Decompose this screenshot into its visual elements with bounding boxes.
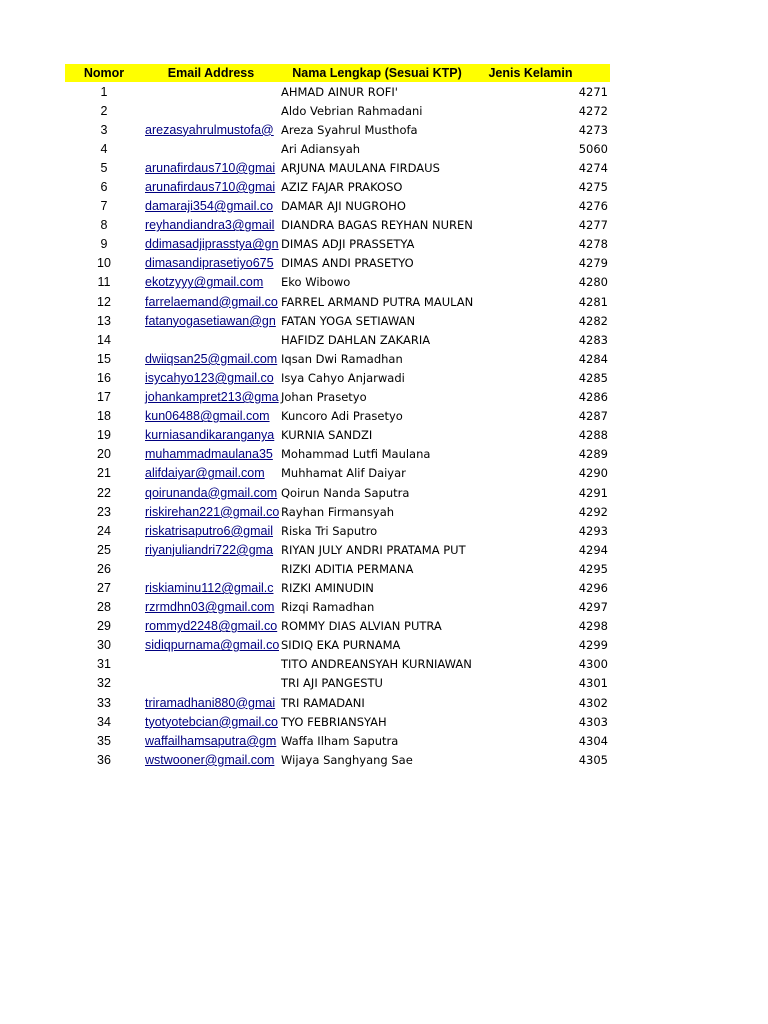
- table-row: [65, 330, 610, 349]
- cell-email-link[interactable]: dwiiqsan25@gmail.com: [145, 351, 278, 366]
- cell-jenis-kelamin: 4305: [578, 752, 608, 767]
- cell-email-link[interactable]: riskiaminu112@gmail.c: [145, 580, 274, 595]
- cell-jenis-kelamin: 4291: [578, 485, 608, 500]
- table-row: [65, 445, 610, 464]
- cell-nama-lengkap: Waffa Ilham Saputra: [281, 733, 399, 748]
- cell-nomor: 17: [97, 390, 111, 405]
- cell-jenis-kelamin: 4285: [578, 370, 608, 385]
- table-row: [65, 197, 610, 216]
- cell-nama-lengkap: Eko Wibowo: [281, 275, 351, 290]
- cell-jenis-kelamin: 4279: [578, 256, 608, 271]
- cell-email-link[interactable]: rzrmdhn03@gmail.com: [145, 600, 275, 615]
- table-row: [65, 559, 610, 578]
- cell-nama-lengkap: Iqsan Dwi Ramadhan: [281, 351, 403, 366]
- cell-jenis-kelamin: 4295: [578, 561, 608, 576]
- cell-nomor: 20: [97, 447, 111, 462]
- cell-jenis-kelamin: 4301: [578, 676, 608, 691]
- cell-nomor: 35: [97, 733, 111, 748]
- table-row: [65, 254, 610, 273]
- cell-nama-lengkap: AHMAD AINUR ROFI': [281, 84, 398, 99]
- cell-nama-lengkap: Areza Syahrul Musthofa: [281, 122, 418, 137]
- cell-email-link[interactable]: kun06488@gmail.com: [145, 409, 270, 424]
- cell-nomor: 9: [100, 237, 108, 252]
- cell-jenis-kelamin: 4292: [578, 504, 608, 519]
- cell-jenis-kelamin: 4284: [578, 351, 608, 366]
- cell-email-link[interactable]: riyanjuliandri722@gma: [145, 542, 274, 557]
- cell-nama-lengkap: Kuncoro Adi Prasetyo: [281, 409, 403, 424]
- table-row: [65, 636, 610, 655]
- cell-email-link[interactable]: damaraji354@gmail.co: [145, 199, 274, 214]
- table-row: [65, 388, 610, 407]
- cell-nomor: 26: [97, 561, 111, 576]
- cell-jenis-kelamin: 4278: [578, 237, 608, 252]
- cell-jenis-kelamin: 4302: [578, 695, 608, 710]
- cell-nomor: 5: [100, 160, 108, 175]
- cell-nomor: 30: [97, 638, 111, 653]
- cell-jenis-kelamin: 4275: [578, 180, 608, 195]
- cell-nomor: 10: [97, 256, 111, 271]
- cell-jenis-kelamin: 4300: [578, 657, 608, 672]
- table-row: [65, 483, 610, 502]
- cell-jenis-kelamin: 4273: [578, 122, 608, 137]
- cell-nama-lengkap: RIZKI ADITIA PERMANA: [281, 561, 414, 576]
- cell-nama-lengkap: DIANDRA BAGAS REYHAN NUREN: [281, 218, 473, 233]
- cell-nomor: 31: [97, 657, 111, 672]
- table-row: [65, 617, 610, 636]
- table-row: [65, 598, 610, 617]
- header-nama-lengkap: Nama Lengkap (Sesuai KTP): [292, 66, 462, 80]
- cell-email-link[interactable]: johankampret213@gma: [145, 390, 279, 405]
- cell-nomor: 13: [97, 313, 111, 328]
- cell-nama-lengkap: DIMAS ANDI PRASETYO: [281, 256, 414, 271]
- cell-nama-lengkap: Isya Cahyo Anjarwadi: [281, 370, 405, 385]
- table-body: [65, 82, 610, 769]
- cell-email-link[interactable]: alifdaiyar@gmail.com: [145, 466, 265, 481]
- header-jenis-kelamin: Jenis Kelamin: [488, 66, 573, 80]
- table-row: [65, 540, 610, 559]
- cell-email-link[interactable]: rommyd2248@gmail.co: [145, 619, 278, 634]
- cell-email-link[interactable]: farrelaemand@gmail.co: [145, 294, 278, 309]
- cell-nama-lengkap: TRI AJI PANGESTU: [281, 676, 383, 691]
- table-row: [65, 216, 610, 235]
- cell-jenis-kelamin: 5060: [578, 141, 608, 156]
- cell-email-link[interactable]: fatanyogasetiawan@gn: [145, 313, 276, 328]
- cell-nama-lengkap: Rayhan Firmansyah: [281, 504, 395, 519]
- cell-nomor: 7: [100, 199, 108, 214]
- cell-nama-lengkap: DAMAR AJI NUGROHO: [281, 199, 406, 214]
- cell-nama-lengkap: ARJUNA MAULANA FIRDAUS: [281, 160, 440, 175]
- cell-nomor: 21: [97, 466, 111, 481]
- cell-email-link[interactable]: kurniasandikaranganya: [145, 428, 275, 443]
- cell-nama-lengkap: FARREL ARMAND PUTRA MAULAN: [281, 294, 474, 309]
- cell-nama-lengkap: Aldo Vebrian Rahmadani: [281, 103, 423, 118]
- cell-jenis-kelamin: 4303: [578, 714, 608, 729]
- cell-nama-lengkap: AZIZ FAJAR PRAKOSO: [281, 180, 403, 195]
- cell-nomor: 25: [97, 542, 111, 557]
- cell-email-link[interactable]: arunafirdaus710@gmai: [145, 160, 276, 175]
- cell-nomor: 12: [97, 294, 111, 309]
- cell-nama-lengkap: Mohammad Lutfi Maulana: [281, 447, 431, 462]
- cell-email-link[interactable]: waffailhamsaputra@gm: [145, 733, 277, 748]
- table-row: [65, 674, 610, 693]
- cell-nomor: 29: [97, 619, 111, 634]
- table-row: [65, 407, 610, 426]
- cell-jenis-kelamin: 4274: [578, 160, 608, 175]
- table-row: [65, 235, 610, 254]
- table-row: [65, 655, 610, 674]
- cell-nomor: 23: [97, 504, 111, 519]
- cell-jenis-kelamin: 4290: [578, 466, 608, 481]
- header-nomor: Nomor: [83, 66, 125, 80]
- table-row: [65, 139, 610, 158]
- cell-email-link[interactable]: riskirehan221@gmail.co: [145, 504, 279, 519]
- table-row: [65, 521, 610, 540]
- cell-jenis-kelamin: 4304: [578, 733, 608, 748]
- cell-nama-lengkap: HAFIDZ DAHLAN ZAKARIA: [281, 332, 431, 347]
- cell-email-link[interactable]: tyotyotebcian@gmail.co: [145, 714, 278, 729]
- cell-email-link[interactable]: arunafirdaus710@gmai: [145, 180, 276, 195]
- cell-jenis-kelamin: 4287: [578, 409, 608, 424]
- cell-email-link[interactable]: triramadhani880@gmai: [145, 695, 276, 710]
- cell-email-link[interactable]: arezasyahrulmustofa@: [145, 122, 274, 137]
- cell-nama-lengkap: Qoirun Nanda Saputra: [281, 485, 410, 500]
- table-row: [65, 292, 610, 311]
- cell-nomor: 16: [97, 370, 111, 385]
- table-row: [65, 120, 610, 139]
- cell-nomor: 28: [97, 600, 111, 615]
- cell-nomor: 11: [97, 275, 111, 290]
- cell-nama-lengkap: RIZKI AMINUDIN: [281, 580, 374, 595]
- cell-nama-lengkap: Johan Prasetyo: [281, 390, 367, 405]
- cell-jenis-kelamin: 4298: [578, 619, 608, 634]
- table-row: [65, 273, 610, 292]
- cell-nomor: 24: [97, 523, 111, 538]
- cell-nomor: 2: [100, 103, 108, 118]
- cell-nama-lengkap: TYO FEBRIANSYAH: [281, 714, 387, 729]
- cell-nomor: 18: [97, 409, 111, 424]
- cell-email-link[interactable]: riskatrisaputro6@gmail: [145, 523, 274, 538]
- cell-jenis-kelamin: 4293: [578, 523, 608, 538]
- cell-jenis-kelamin: 4297: [578, 600, 608, 615]
- cell-nama-lengkap: FATAN YOGA SETIAWAN: [281, 313, 416, 328]
- cell-nama-lengkap: Wijaya Sanghyang Sae: [281, 752, 413, 767]
- cell-jenis-kelamin: 4289: [578, 447, 608, 462]
- cell-nomor: 27: [97, 580, 111, 595]
- cell-nomor: 14: [97, 332, 111, 347]
- table-header-row: [65, 64, 610, 82]
- cell-nomor: 19: [97, 428, 111, 443]
- cell-email-link[interactable]: ddimasadjiprasstya@gn: [145, 237, 279, 252]
- cell-nomor: 34: [97, 714, 111, 729]
- cell-jenis-kelamin: 4272: [578, 103, 608, 118]
- table-row: [65, 731, 610, 750]
- cell-nomor: 6: [100, 180, 108, 195]
- cell-jenis-kelamin: 4271: [578, 84, 608, 99]
- cell-nomor: 15: [97, 351, 111, 366]
- cell-nama-lengkap: Riska Tri Saputro: [281, 523, 378, 538]
- cell-jenis-kelamin: 4281: [578, 294, 608, 309]
- cell-jenis-kelamin: 4299: [578, 638, 608, 653]
- cell-email-link[interactable]: ekotzyyy@gmail.com: [145, 275, 264, 290]
- cell-jenis-kelamin: 4282: [578, 313, 608, 328]
- cell-jenis-kelamin: 4294: [578, 542, 608, 557]
- table-row: [65, 426, 610, 445]
- table-row: [65, 82, 610, 101]
- cell-jenis-kelamin: 4276: [578, 199, 608, 214]
- cell-nomor: 8: [100, 218, 108, 233]
- cell-nomor: 36: [97, 752, 111, 767]
- cell-email-link[interactable]: wstwooner@gmail.com: [145, 752, 275, 767]
- cell-jenis-kelamin: 4286: [578, 390, 608, 405]
- table-row: [65, 693, 610, 712]
- spreadsheet-table: [65, 64, 610, 769]
- cell-nomor: 33: [97, 695, 111, 710]
- cell-nama-lengkap: Muhhamat Alif Daiyar: [281, 466, 406, 481]
- cell-nama-lengkap: SIDIQ EKA PURNAMA: [281, 638, 401, 653]
- cell-jenis-kelamin: 4288: [578, 428, 608, 443]
- table-row: [65, 502, 610, 521]
- header-email-address: Email Address: [167, 66, 255, 80]
- table-row: [65, 712, 610, 731]
- cell-nama-lengkap: Rizqi Ramadhan: [281, 600, 375, 615]
- cell-nama-lengkap: KURNIA SANDZI: [281, 428, 373, 443]
- cell-nomor: 1: [100, 84, 108, 99]
- table-row: [65, 311, 610, 330]
- table-row: [65, 177, 610, 196]
- table-row: [65, 464, 610, 483]
- cell-email-link[interactable]: isycahyo123@gmail.co: [145, 370, 274, 385]
- table-row: [65, 101, 610, 120]
- cell-jenis-kelamin: 4280: [578, 275, 608, 290]
- cell-nomor: 32: [97, 676, 111, 691]
- cell-jenis-kelamin: 4277: [578, 218, 608, 233]
- cell-nama-lengkap: DIMAS ADJI PRASSETYA: [281, 237, 415, 252]
- cell-nama-lengkap: RIYAN JULY ANDRI PRATAMA PUT: [281, 542, 466, 557]
- cell-email-link[interactable]: reyhandiandra3@gmail: [145, 218, 275, 233]
- cell-nomor: 22: [97, 485, 111, 500]
- cell-jenis-kelamin: 4296: [578, 580, 608, 595]
- table-row: [65, 750, 610, 769]
- cell-email-link[interactable]: dimasandiprasetiyo675: [145, 256, 274, 271]
- cell-email-link[interactable]: qoirunanda@gmail.com: [145, 485, 278, 500]
- cell-nomor: 3: [100, 122, 108, 137]
- table-row: [65, 368, 610, 387]
- cell-nama-lengkap: TRI RAMADANI: [281, 695, 365, 710]
- cell-nama-lengkap: ROMMY DIAS ALVIAN PUTRA: [281, 619, 442, 634]
- cell-nama-lengkap: Ari Adiansyah: [281, 141, 361, 156]
- table-row: [65, 349, 610, 368]
- table-row: [65, 158, 610, 177]
- table-row: [65, 578, 610, 597]
- cell-email-link[interactable]: sidiqpurnama@gmail.co: [145, 638, 279, 653]
- cell-email-link[interactable]: muhammadmaulana35: [145, 447, 273, 462]
- cell-nomor: 4: [100, 141, 108, 156]
- cell-nama-lengkap: TITO ANDREANSYAH KURNIAWAN: [281, 657, 472, 672]
- cell-jenis-kelamin: 4283: [578, 332, 608, 347]
